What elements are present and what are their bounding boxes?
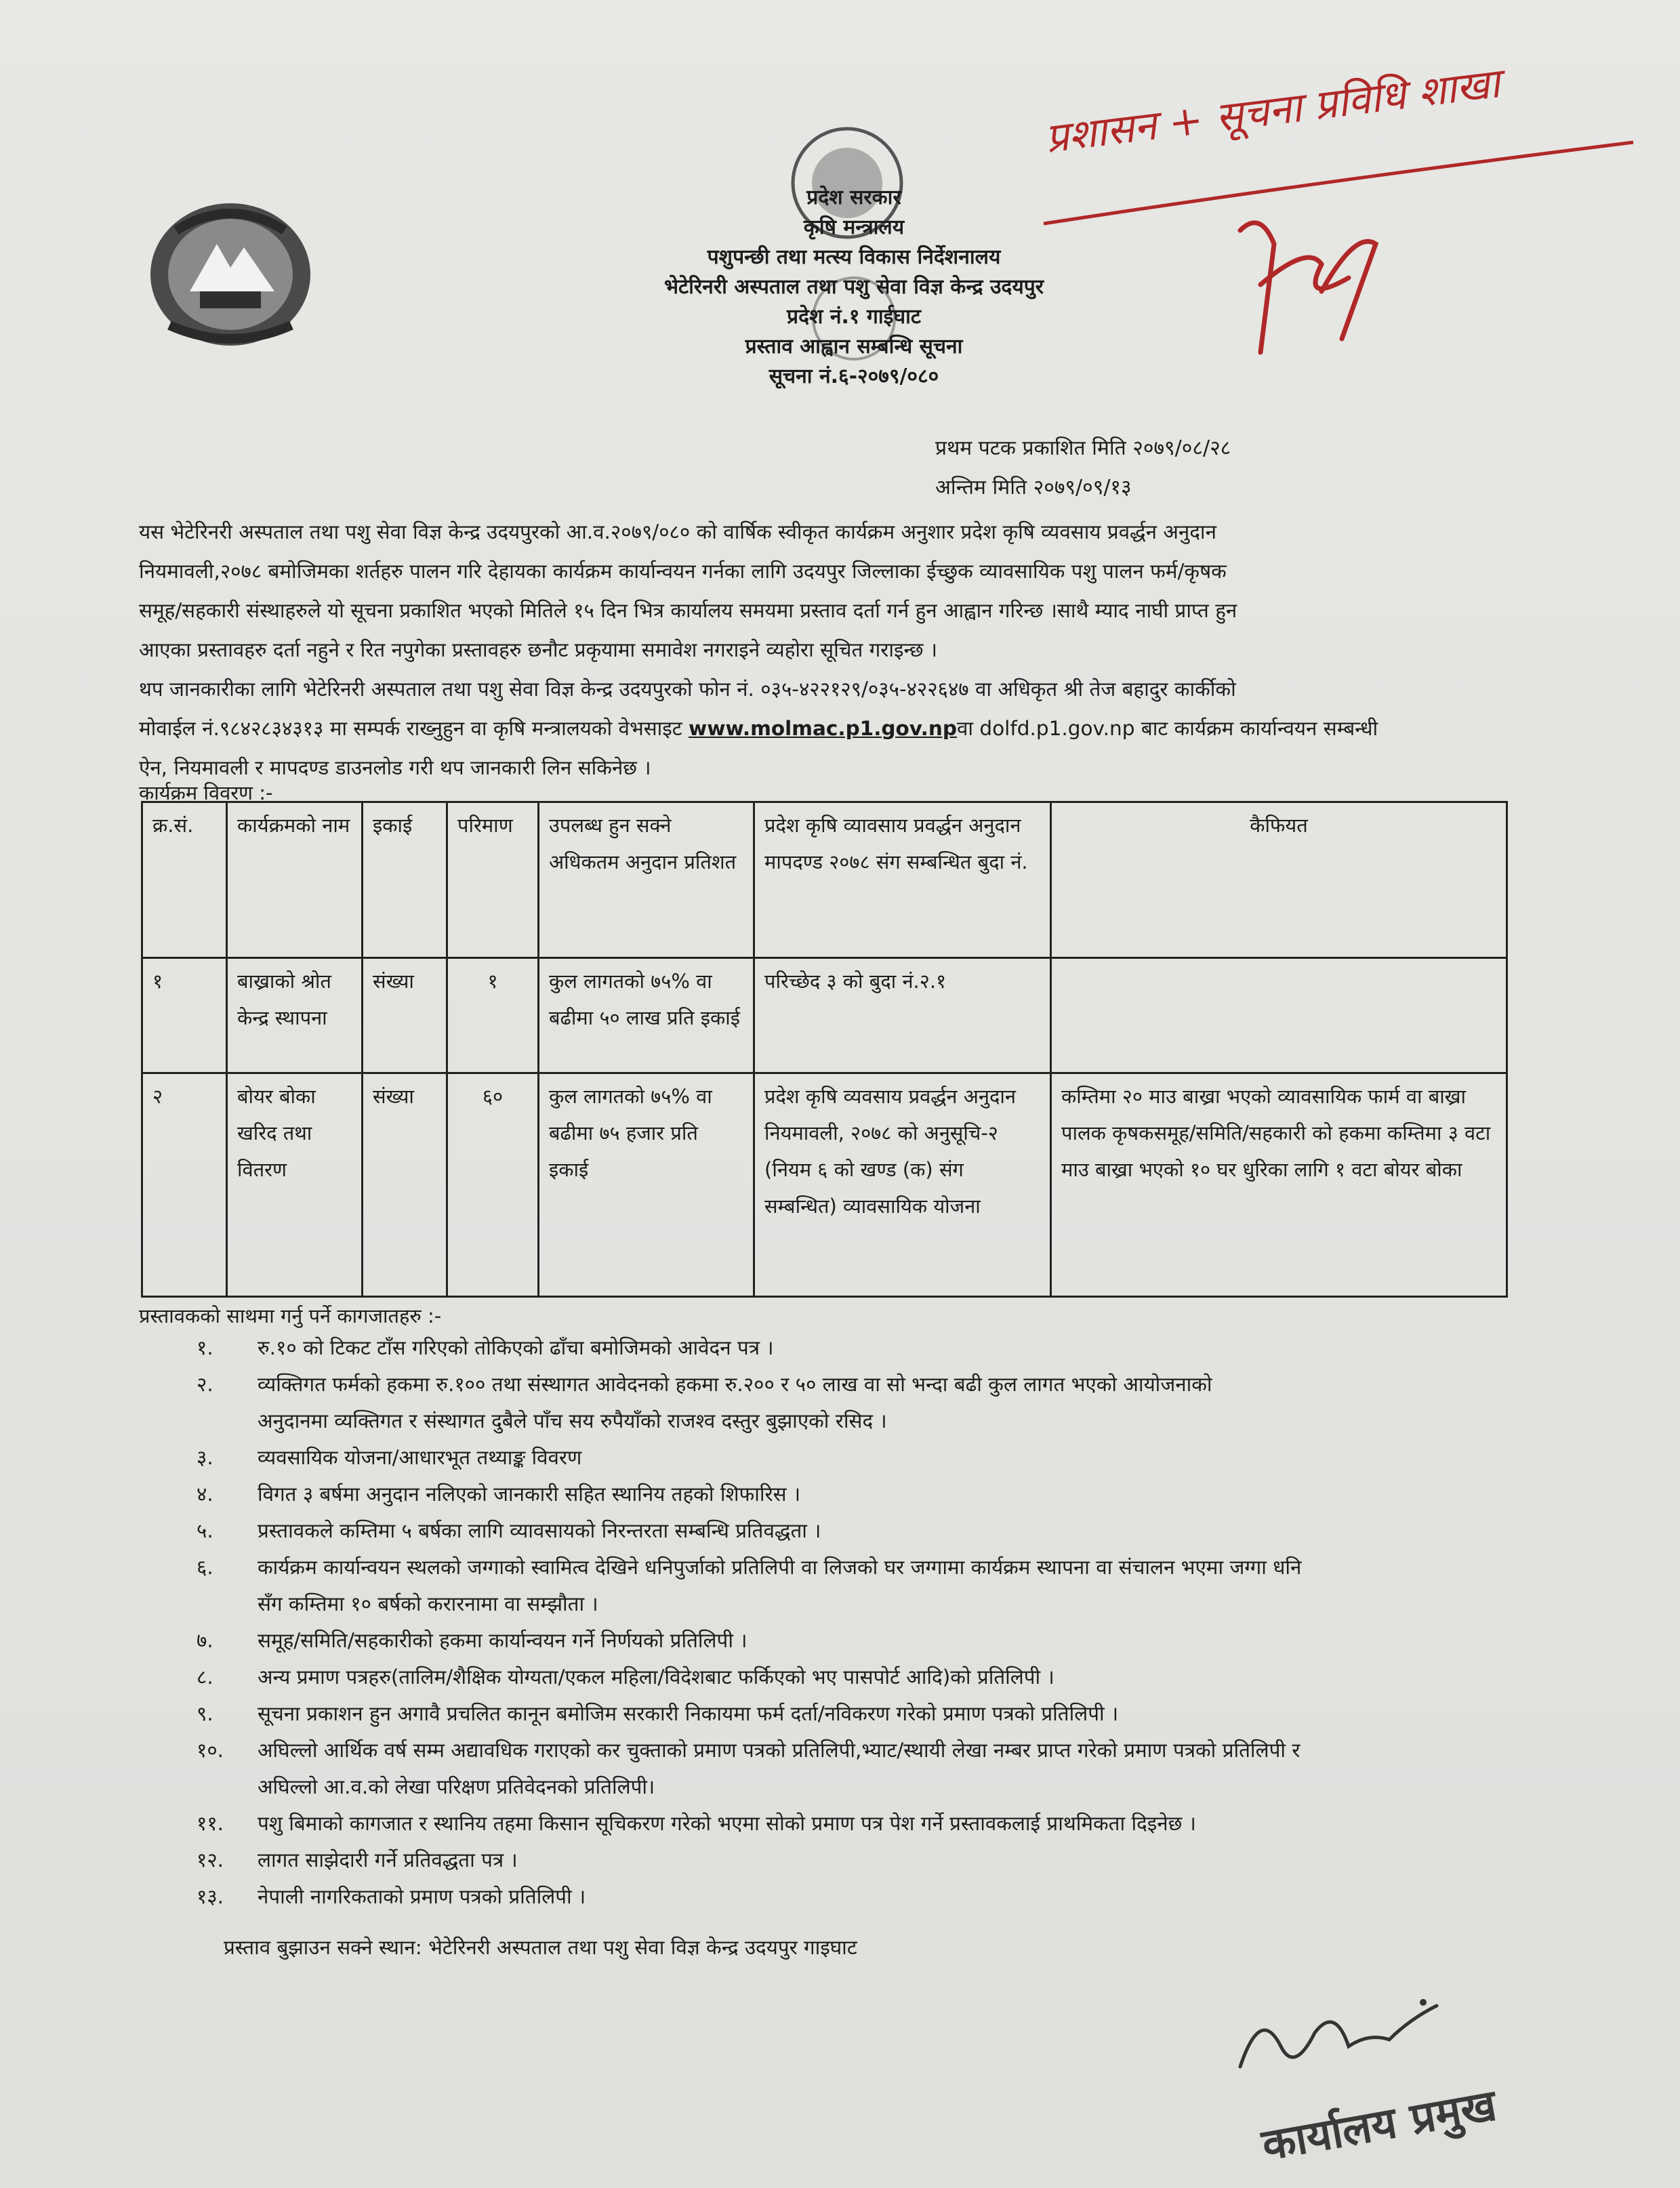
- list-item-number: ८.: [197, 1666, 213, 1689]
- list-item: [197, 1732, 1538, 1805]
- cell-remarks: कम्तिमा २० माउ बाख्रा भएको व्यावसायिक फार्म वा बाख्रा पालक कृषकसमूह/समिति/सहकारी को हकमा कम्तिमा ३ वटा माउ बाख्रा भएको १० घर धुरिका लागि १ वटा बोयर बोका: [1051, 1073, 1507, 1297]
- notice-number: सूचना नं.६-२०७९/०८०: [769, 365, 939, 388]
- list-item-number: ५.: [197, 1519, 213, 1542]
- contact-tail-text: बाट कार्यक्रम कार्यान्वयन सम्बन्धी: [1134, 717, 1378, 740]
- col-unit: इकाई: [363, 802, 447, 958]
- deadline-date: अन्तिम मिति २०७९/०९/१३: [935, 476, 1132, 499]
- handwritten-routing-note: प्रशासन + सूचना प्रविधि शाखा: [1042, 60, 1502, 163]
- nepal-emblem-icon: [129, 190, 332, 359]
- intro-line: समूह/सहकारी संस्थाहरुले यो सूचना प्रकाशित भएको मितिले १५ दिन भित्र कार्यालय समयमा प्रस्ताव दर्ता गर्न हुन आह्वान गरिन्छ ।साथै म्याद नाघी प्राप्त हुन: [139, 599, 1237, 622]
- header-ministry: कृषि मन्त्रालय: [803, 215, 905, 239]
- list-item-text: कार्यक्रम कार्यान्वयन स्थलको जग्गाको स्वामित्व देखिने धनिपुर्जाको प्रतिलिपी वा लिजको घर जग्गामा कार्यक्रम स्थापना वा संचालन भएमा जग्गा धनि: [258, 1556, 1302, 1579]
- list-item-text: रु.१० को टिकट टाँस गरिएको तोकिएको ढाँचा बमोजिमको आवेदन पत्र ।: [258, 1336, 774, 1359]
- list-item: [197, 1695, 1538, 1732]
- list-item-number: ९.: [197, 1702, 213, 1725]
- header-office: भेटेरिनरी अस्पताल तथा पशु सेवा विज्ञ केन्द्र उदयपुर: [663, 275, 1044, 299]
- list-item: [197, 1622, 1538, 1659]
- list-item: [197, 1329, 1538, 1366]
- list-item-text: लागत साझेदारी गर्ने प्रतिवद्धता पत्र ।: [258, 1849, 518, 1872]
- documents-label: प्रस्तावकको साथमा गर्नु पर्ने कागजातहरु :-: [139, 1304, 442, 1327]
- table-row: [142, 1073, 1507, 1297]
- list-item-text: सँग कम्तिमा १० बर्षको करारनामा वा सम्झौता ।: [258, 1592, 598, 1615]
- list-item-number: ४.: [197, 1483, 213, 1506]
- signature-icon: [1233, 1992, 1450, 2087]
- list-item-number: ११.: [197, 1812, 224, 1835]
- col-related-clause: प्रदेश कृषि व्यावसाय प्रवर्द्धन अनुदान मापदण्ड २०७८ संग सम्बन्धित बुदा नं.: [754, 802, 1051, 958]
- table-row: [142, 958, 1507, 1073]
- contact-line: ऐन, नियमावली र मापदण्ड डाउनलोड गरी थप जानकारी लिन सकिनेछ ।: [139, 756, 651, 779]
- intro-line: यस भेटेरिनरी अस्पताल तथा पशु सेवा विज्ञ केन्द्र उदयपुरको आ.व.२०७९/०८० को वार्षिक स्वीकृत कार्यक्रम अनुशार प्रदेश कृषि व्यवसाय प्रवर्द्धन अनुदान: [139, 520, 1216, 543]
- list-item: [197, 1659, 1538, 1695]
- notice-title: प्रस्ताव आह्वान सम्बन्धि सूचना: [745, 335, 963, 358]
- website-separator: वा: [956, 717, 973, 740]
- program-table: [141, 801, 1508, 1298]
- cell-max-subsidy: कुल लागतको ७५% वा बढीमा ५० लाख प्रति इकाई: [539, 958, 754, 1073]
- cell-related-clause: परिच्छेद ३ को बुदा नं.२.१: [754, 958, 1051, 1073]
- list-item-text: समूह/समिति/सहकारीको हकमा कार्यान्वयन गर्ने निर्णयको प्रतिलिपी ।: [258, 1629, 747, 1652]
- table-header-row: [142, 802, 1507, 958]
- list-item-text: अन्य प्रमाण पत्रहरु(तालिम/शैक्षिक योग्यता/एकल महिला/विदेशबाट फर्किएको भए पासपोर्ट आदि)को प्रतिलिपी ।: [258, 1666, 1054, 1689]
- list-item: [197, 1842, 1538, 1878]
- list-item-text: विगत ३ बर्षमा अनुदान नलिएको जानकारी सहित स्थानिय तहको शिफारिस ।: [258, 1483, 801, 1506]
- cell-unit: संख्या: [363, 958, 447, 1073]
- list-item: [197, 1512, 1538, 1549]
- header-directorate: पशुपन्छी तथा मत्स्य विकास निर्देशनालय: [707, 245, 1001, 269]
- cell-program-name: बाख्राको श्रोत केन्द्र स्थापना: [227, 958, 363, 1073]
- list-item-number: १०.: [197, 1739, 224, 1762]
- list-item-text: प्रस्तावकले कम्तिमा ५ बर्षका लागि व्यावसायको निरन्तरता सम्बन्धि प्रतिवद्धता ।: [258, 1519, 821, 1542]
- paragraph-contact: [139, 669, 1535, 787]
- list-item: [197, 1805, 1538, 1842]
- cell-serial: २: [142, 1073, 227, 1297]
- list-item-text: अनुदानमा व्यक्तिगत र संस्थागत दुबैले पाँच सय रुपैयाँको राजश्व दस्तुर बुझाएको रसिद ।: [258, 1409, 887, 1432]
- first-published-date: प्रथम पटक प्रकाशित मिति २०७९/०८/२८: [935, 436, 1231, 460]
- intro-line: आएका प्रस्तावहरु दर्ता नहुने र रित नपुगेका प्रस्तावहरु छनौट प्रकृयामा समावेश नगराइने व्यहोरा सूचित गराइन्छ ।: [139, 638, 938, 661]
- list-item: [197, 1366, 1538, 1439]
- cell-quantity: १: [447, 958, 539, 1073]
- list-item-number: ७.: [197, 1629, 213, 1652]
- cell-quantity: ६०: [447, 1073, 539, 1297]
- col-serial: क्र.सं.: [142, 802, 227, 958]
- header-government: प्रदेश सरकार: [806, 186, 901, 209]
- paragraph-intro: [139, 512, 1535, 669]
- cell-remarks: [1051, 958, 1507, 1073]
- submission-place: प्रस्ताव बुझाउन सक्ने स्थान: भेटेरिनरी अस्पताल तथा पशु सेवा विज्ञ केन्द्र उदयपुर गाइघाट: [224, 1936, 857, 1959]
- contact-line: थप जानकारीका लागि भेटेरिनरी अस्पताल तथा पशु सेवा विज्ञ केन्द्र उदयपुरको फोन नं. ०३५-४२२१२९/०३५-४२२६४७ वा अधिकृत श्री तेज बहादुर कार्कीको: [139, 678, 1236, 701]
- col-quantity: परिमाण: [447, 802, 539, 958]
- list-item-text: अघिल्लो आ.व.को लेखा परिक्षण प्रतिवेदनको प्रतिलिपी।: [258, 1775, 655, 1798]
- list-item-number: ६.: [197, 1556, 213, 1579]
- list-item-text: व्यवसायिक योजना/आधारभूत तथ्याङ्क विवरण: [258, 1446, 582, 1469]
- list-item: [197, 1878, 1538, 1915]
- office-chief-stamp: कार्यालय प्रमुख: [1258, 2080, 1500, 2171]
- cell-unit: संख्या: [363, 1073, 447, 1297]
- col-program-name: कार्यक्रमको नाम: [227, 802, 363, 958]
- list-item-number: १.: [197, 1336, 213, 1359]
- list-item-number: ३.: [197, 1446, 213, 1469]
- list-item-number: १२.: [197, 1849, 224, 1872]
- list-item-number: २.: [197, 1373, 213, 1396]
- list-item-text: पशु बिमाको कागजात र स्थानिय तहमा किसान सूचिकरण गरेको भएमा सोको प्रमाण पत्र पेश गर्ने प्रस्तावकलाई प्राथमिकता दिइनेछ ।: [258, 1812, 1196, 1835]
- cell-related-clause: प्रदेश कृषि व्यवसाय प्रवर्द्धन अनुदान नियमावली, २०७८ को अनुसूचि-२ (नियम ६ को खण्ड (क) संग सम्बन्धित) व्यावसायिक योजना: [754, 1073, 1051, 1297]
- list-item-text: अघिल्लो आर्थिक वर्ष सम्म अद्यावधिक गराएको कर चुक्ताको प्रमाण पत्रको प्रतिलिपी,भ्याट/स्थायी लेखा नम्बर प्राप्त गरेको प्रमाण पत्रको प्रतिलिपी र: [258, 1739, 1300, 1762]
- list-item: [197, 1439, 1538, 1476]
- documents-list: [197, 1329, 1538, 1915]
- program-details-label: कार्यक्रम विवरण :-: [139, 781, 273, 804]
- cell-program-name: बोयर बोका खरिद तथा वितरण: [227, 1073, 363, 1297]
- list-item: [197, 1549, 1538, 1622]
- list-item-text: नेपाली नागरिकताको प्रमाण पत्रको प्रतिलिपी ।: [258, 1885, 586, 1908]
- list-item: [197, 1476, 1538, 1512]
- directorate-website-link[interactable]: dolfd.p1.gov.np: [979, 717, 1135, 740]
- col-remarks: कैफियत: [1051, 802, 1507, 958]
- list-item-number: १३.: [197, 1885, 224, 1908]
- contact-line: [139, 709, 1535, 748]
- contact-mobile-text: मोवाईल नं.९८४२८३४३१३ मा सम्पर्क राख्नुहुन वा कृषि मन्त्रालयको वेभसाइट: [139, 717, 682, 740]
- col-max-subsidy: उपलब्ध हुन सक्ने अधिकतम अनुदान प्रतिशत: [539, 802, 754, 958]
- list-item-text: सूचना प्रकाशन हुन अगावै प्रचलित कानून बमोजिम सरकारी निकायमा फर्म दर्ता/नविकरण गरेको प्रमाण पत्रको प्रतिलिपी ।: [258, 1702, 1119, 1725]
- handwritten-initial-icon: [1220, 203, 1396, 359]
- header-location: प्रदेश नं.१ गाईघाट: [787, 305, 921, 329]
- list-item-text: व्यक्तिगत फर्मको हकमा रु.१०० तथा संस्थागत आवेदनको हकमा रु.२०० र ५० लाख वा सो भन्दा बढी कुल लागत भएको आयोजनाको: [258, 1373, 1212, 1396]
- cell-serial: १: [142, 958, 227, 1073]
- intro-line: नियमावली,२०७८ बमोजिमका शर्तहरु पालन गरि देहायका कार्यक्रम कार्यान्वयन गर्नका लागि उदयपुर जिल्लाका ईच्छुक व्यावसायिक पशु पालन फर्म/कृषक: [139, 560, 1227, 583]
- cell-max-subsidy: कुल लागतको ७५% वा बढीमा ७५ हजार प्रति इकाई: [539, 1073, 754, 1297]
- ministry-website-link[interactable]: www.molmac.p1.gov.np: [689, 717, 957, 740]
